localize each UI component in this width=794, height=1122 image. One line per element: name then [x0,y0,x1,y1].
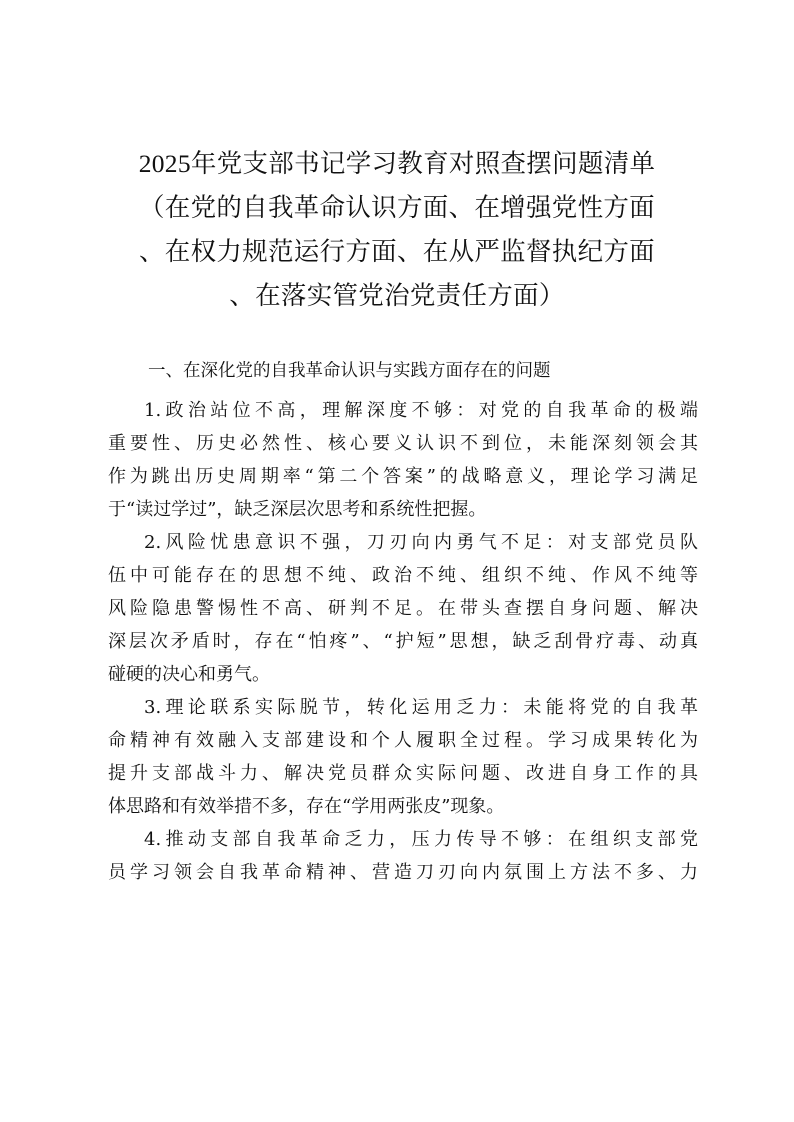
paragraph-line: 重要性、历史必然性、核心要义认识不到位，未能深刻领会其 [108,433,698,454]
paragraph-line: 提升支部战斗力、解决党员群众实际问题、改进自身工作的具 [108,763,698,784]
section-heading: 一、在深化党的自我革命认识与实践方面存在的问题 [148,361,551,381]
paragraph-line: 命精神有效融入支部建设和个人履职全过程。学习成果转化为 [108,730,698,751]
title-line: 、在落实管党治党责任方面） [229,281,565,310]
paragraph-line: 体思路和有效举措不多，存在“学用两张皮”现象。 [108,796,505,817]
paragraph-4 [108,823,698,889]
paragraph-line: 员学习领会自我革命精神、营造刀刃向内氛围上方法不多、力 [108,862,698,883]
paragraph-line: 1.政治站位不高，理解深度不够：对党的自我革命的极端 [144,400,698,421]
title-line: 2025年党支部书记学习教育对照查摆问题清单 [138,149,656,178]
paragraph-2 [108,526,698,691]
paragraph-line: 碰硬的决心和勇气。 [108,664,270,685]
paragraph-line: 2.风险忧患意识不强，刀刃向内勇气不足：对支部党员队 [144,532,698,553]
paragraph-line: 作为跳出历史周期率“第二个答案”的战略意义，理论学习满足 [108,466,698,487]
paragraph-1 [108,394,698,526]
paragraph-line: 风险隐患警惕性不高、研判不足。在带头查摆自身问题、解决 [108,598,698,619]
title-line: （在党的自我革命认识方面、在增强党性方面 [138,193,655,222]
document-body [108,394,698,889]
paragraph-line: 3.理论联系实际脱节，转化运用乏力：未能将党的自我革 [144,697,698,718]
paragraph-line: 深层次矛盾时，存在“怕疼”、“护短”思想，缺乏刮骨疗毒、动真 [108,631,698,652]
document-title [100,142,694,318]
paragraph-line: 伍中可能存在的思想不纯、政治不纯、组织不纯、作风不纯等 [108,565,698,586]
paragraph-line: 于“读过学过”，缺乏深层次思考和系统性把握。 [108,499,487,520]
paragraph-line: 4.推动支部自我革命乏力，压力传导不够：在组织支部党 [144,829,698,850]
title-line: 、在权力规范运行方面、在从严监督执纪方面 [138,237,655,266]
paragraph-3 [108,691,698,823]
